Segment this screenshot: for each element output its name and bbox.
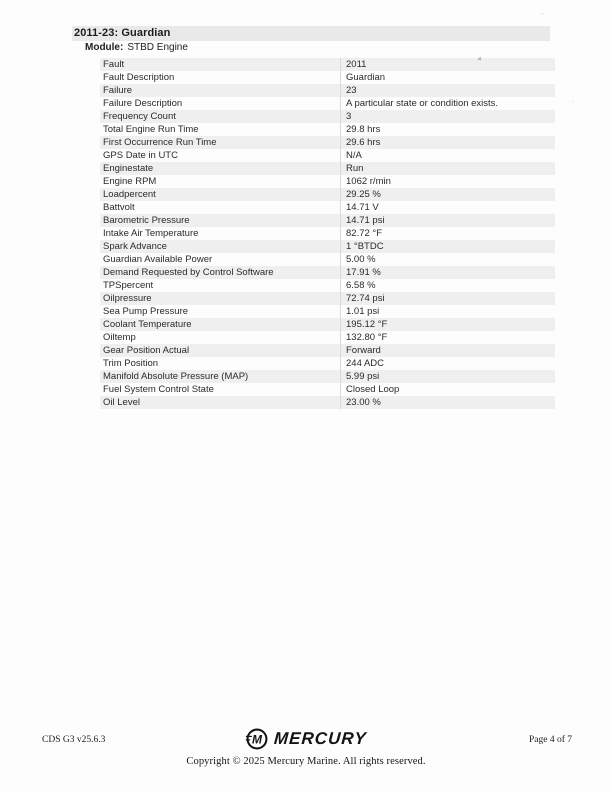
row-label: Total Engine Run Time — [103, 124, 199, 135]
fault-title: 2011-23: Guardian — [74, 27, 171, 40]
row-label: Manifold Absolute Pressure (MAP) — [103, 371, 249, 382]
row-value: 17.91 % — [340, 266, 555, 279]
brand-name: MERCURY — [273, 729, 368, 748]
table-row — [100, 383, 555, 396]
row-label: Oiltemp — [103, 332, 136, 343]
fault-header-bar — [72, 26, 550, 41]
row-label: First Occurrence Run Time — [103, 137, 217, 148]
row-value: 2011 — [340, 58, 555, 71]
row-label: Gear Position Actual — [103, 345, 190, 356]
row-value: 3 — [340, 110, 555, 123]
row-label: Frequency Count — [103, 111, 176, 122]
module-value: STBD Engine — [127, 42, 188, 53]
row-label: Oilpressure — [103, 293, 152, 304]
module-label: Module: — [85, 42, 124, 53]
row-label: Guardian Available Power — [103, 254, 213, 265]
table-row — [100, 292, 555, 305]
table-row — [100, 84, 555, 97]
row-value: 5.99 psi — [340, 370, 555, 383]
row-value: Forward — [340, 344, 555, 357]
table-row — [100, 266, 555, 279]
copyright-line: Copyright © 2025 Mercury Marine. All rights reserved. — [186, 756, 426, 767]
mercury-monogram: M — [252, 732, 263, 747]
row-label: Fault — [103, 59, 125, 70]
row-label: GPS Date in UTC — [103, 150, 178, 161]
row-value: A particular state or condition exists. — [340, 97, 555, 110]
brand-logo — [0, 726, 612, 752]
table-row — [100, 214, 555, 227]
scan-artifact: ⋅ — [572, 99, 575, 106]
row-value: 1062 r/min — [340, 175, 555, 188]
table-row — [100, 331, 555, 344]
row-value: 14.71 V — [340, 201, 555, 214]
mercury-logo-icon — [245, 727, 269, 751]
row-value: Closed Loop — [340, 383, 555, 396]
table-row — [100, 58, 555, 71]
table-row — [100, 279, 555, 292]
row-value: 72.74 psi — [340, 292, 555, 305]
table-row — [100, 175, 555, 188]
table-row — [100, 188, 555, 201]
table-row — [100, 149, 555, 162]
row-label: Sea Pump Pressure — [103, 306, 189, 317]
table-row — [100, 357, 555, 370]
table-row — [100, 318, 555, 331]
row-value: N/A — [340, 149, 555, 162]
row-label: Spark Advance — [103, 241, 167, 252]
row-label: Fault Description — [103, 72, 175, 83]
fault-table — [100, 58, 555, 409]
row-value: 1.01 psi — [340, 305, 555, 318]
table-row — [100, 162, 555, 175]
row-label: Engine RPM — [103, 176, 157, 187]
row-value: Guardian — [340, 71, 555, 84]
table-row — [100, 136, 555, 149]
row-value: 29.8 hrs — [340, 123, 555, 136]
row-value: 14.71 psi — [340, 214, 555, 227]
page-indicator: Page 4 of 7 — [528, 735, 572, 745]
row-label: Demand Requested by Control Software — [103, 267, 274, 278]
row-value: 1 °BTDC — [340, 240, 555, 253]
row-label: TPSpercent — [103, 280, 154, 291]
table-row — [100, 227, 555, 240]
row-label: Enginestate — [103, 163, 154, 174]
module-line — [85, 42, 188, 55]
row-value: 29.25 % — [340, 188, 555, 201]
row-label: Battvolt — [103, 202, 135, 213]
row-value: 6.58 % — [340, 279, 555, 292]
scan-artifact: ⋅⋅ — [539, 10, 546, 19]
row-value: 23.00 % — [340, 396, 555, 409]
row-label: Fuel System Control State — [103, 384, 214, 395]
app-version: CDS G3 v25.6.3 — [42, 735, 106, 745]
row-label: Intake Air Temperature — [103, 228, 199, 239]
table-row — [100, 71, 555, 84]
table-row — [100, 97, 555, 110]
row-value: 29.6 hrs — [340, 136, 555, 149]
row-label: Coolant Temperature — [103, 319, 192, 330]
table-row — [100, 123, 555, 136]
row-value: 132.80 °F — [340, 331, 555, 344]
table-row — [100, 110, 555, 123]
row-label: Failure — [103, 85, 133, 96]
table-row — [100, 253, 555, 266]
table-row — [100, 344, 555, 357]
row-value: 5.00 % — [340, 253, 555, 266]
scan-artifact: ◂ — [476, 53, 482, 64]
row-label: Failure Description — [103, 98, 183, 109]
table-row — [100, 396, 555, 409]
row-value: 23 — [340, 84, 555, 97]
table-row — [100, 201, 555, 214]
row-label: Trim Position — [103, 358, 159, 369]
row-label: Barometric Pressure — [103, 215, 190, 226]
table-row — [100, 370, 555, 383]
row-value: 195.12 °F — [340, 318, 555, 331]
row-label: Oil Level — [103, 397, 140, 408]
row-value: 82.72 °F — [340, 227, 555, 240]
row-label: Loadpercent — [103, 189, 156, 200]
table-row — [100, 305, 555, 318]
row-value: 244 ADC — [340, 357, 555, 370]
row-value: Run — [340, 162, 555, 175]
table-row — [100, 240, 555, 253]
